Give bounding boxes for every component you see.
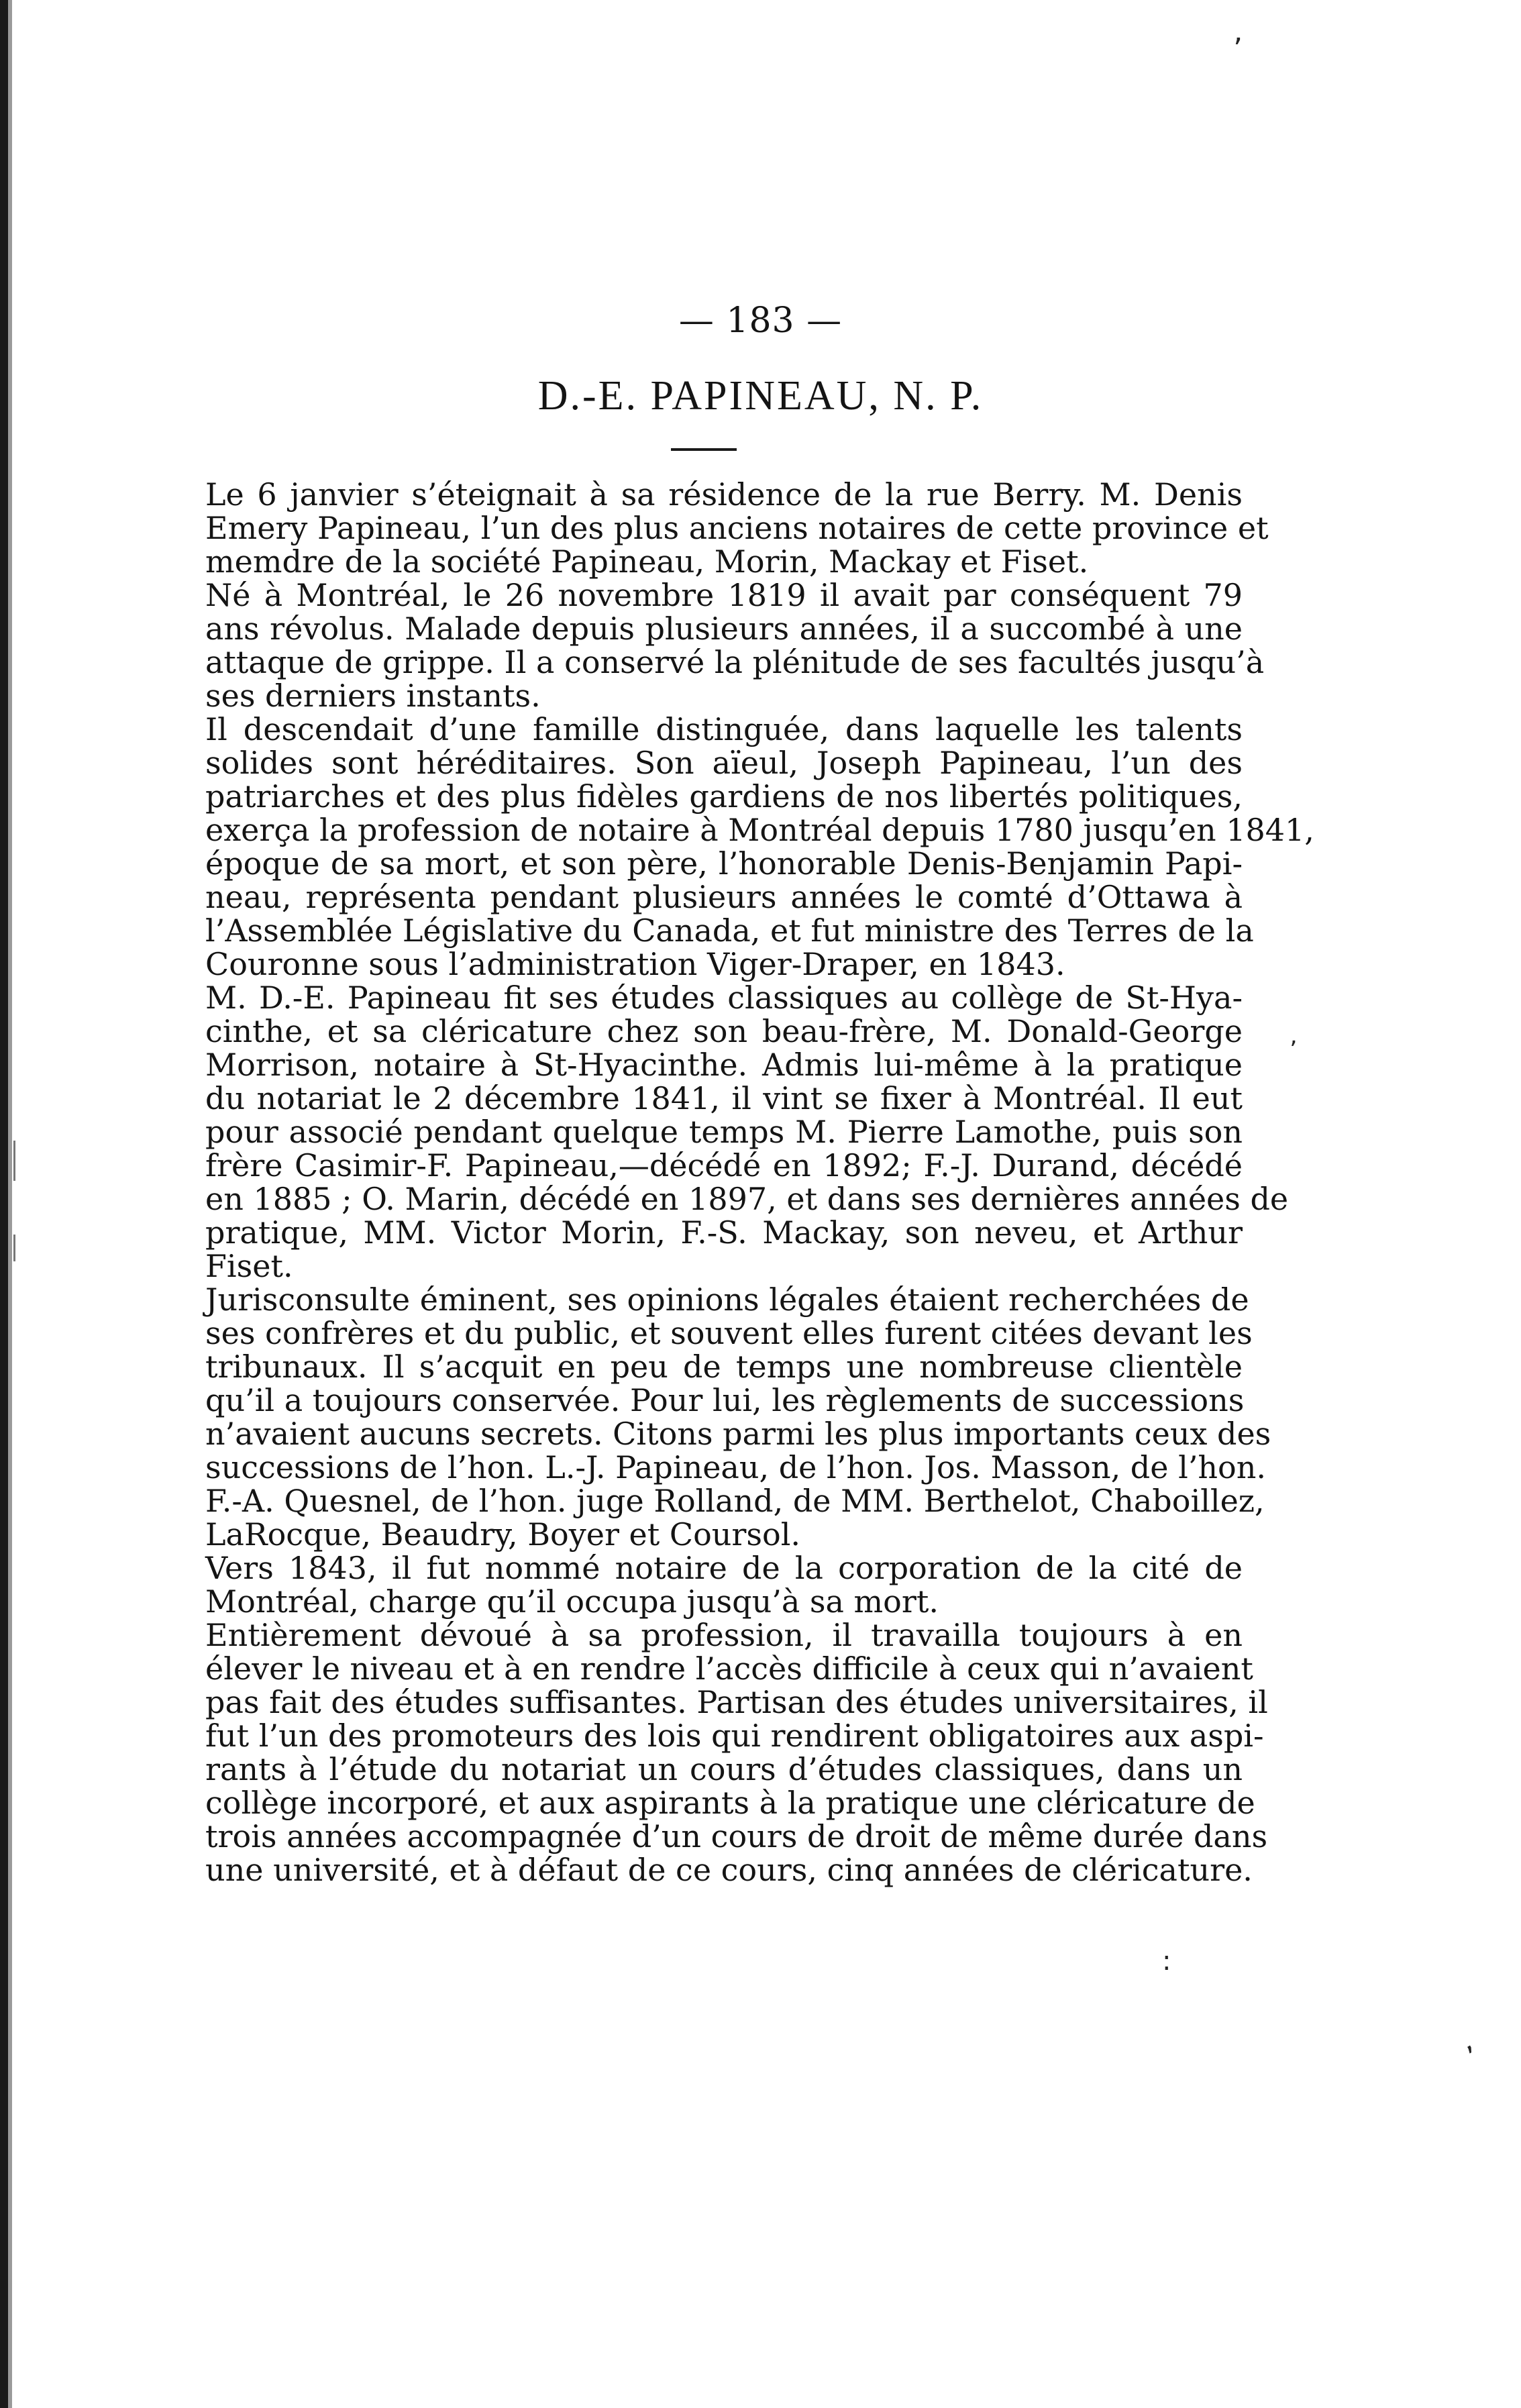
text-line: l’Assemblée Législative du Canada, et fut ministre des Terres de la — [205, 912, 1254, 949]
page-title: D.-E. PAPINEAU, N. P. — [537, 373, 984, 419]
article-body — [205, 476, 1314, 1888]
text-line: Le 6 janvier s’éteignait à sa résidence de la rue Berry. M. Denis — [205, 476, 1243, 513]
text-line: solides sont héréditaires. Son aïeul, Joseph Papineau, l’un des — [205, 745, 1243, 781]
text-line: ses confrères et du public, et souvent elles furent citées devant les — [205, 1315, 1253, 1351]
text-line: Entièrement dévoué à sa profession, il travailla toujours à en — [205, 1617, 1243, 1653]
text-line: qu’il a toujours conservée. Pour lui, les règlements de successions — [205, 1382, 1245, 1418]
text-line: attaque de grippe. Il a conservé la plénitude de ses facultés jusqu’à — [205, 644, 1265, 680]
scan-edge-mark — [13, 1235, 15, 1261]
text-line: Né à Montréal, le 26 novembre 1819 il avait par conséquent 79 — [205, 577, 1243, 613]
text-line: Vers 1843, il fut nommé notaire de la corporation de la cité de — [205, 1550, 1243, 1586]
text-line: exerça la profession de notaire à Montréal depuis 1780 jusqu’en 1841, — [205, 812, 1314, 848]
paragraph-2 — [205, 577, 1265, 714]
scan-speck-top-right: ’ — [1233, 32, 1243, 66]
text-line: Il descendait d’une famille distinguée, dans laquelle les talents — [205, 711, 1243, 747]
text-line: pratique, MM. Victor Morin, F.-S. Mackay, son neveu, et Arthur — [205, 1214, 1243, 1251]
text-line: rants à l’étude du notariat un cours d’études classiques, dans un — [205, 1751, 1243, 1787]
text-line: tribunaux. Il s’acquit en peu de temps une nombreuse clientèle — [205, 1349, 1243, 1385]
text-line: pas fait des études suffisantes. Partisan des études universitaires, il — [205, 1684, 1268, 1720]
text-line: collège incorporé, et aux aspirants à la pratique une cléricature de — [205, 1785, 1255, 1821]
text-line: époque de sa mort, et son père, l’honorable Denis-Benjamin Papi- — [205, 845, 1243, 882]
scan-border-light — [8, 0, 12, 2408]
text-line: Fiset. — [205, 1248, 293, 1284]
text-line: neau, représenta pendant plusieurs années le comté d’Ottawa à — [205, 879, 1243, 915]
text-line: Couronne sous l’administration Viger-Draper, en 1843. — [205, 946, 1065, 982]
scan-speck-tick: ’ — [1290, 1037, 1298, 1064]
text-line: F.-A. Quesnel, de l’hon. juge Rolland, de MM. Berthelot, Chaboillez, — [205, 1483, 1265, 1519]
paragraph-1 — [205, 476, 1269, 580]
scan-border-dark — [0, 0, 8, 2408]
text-line: en 1885 ; O. Marin, décédé en 1897, et dans ses dernières années de — [205, 1181, 1289, 1217]
text-line: pour associé pendant quelque temps M. Pierre Lamothe, puis son — [205, 1114, 1243, 1150]
paragraph-6 — [205, 1551, 1243, 1618]
text-line: trois années accompagnée d’un cours de droit de même durée dans — [205, 1818, 1268, 1854]
text-line: memdre de la société Papineau, Morin, Mackay et Fiset. — [205, 543, 1089, 580]
text-line: Morrison, notaire à St-Hyacinthe. Admis lui-même à la pratique — [205, 1047, 1243, 1083]
text-line: cinthe, et sa cléricature chez son beau-frère, M. Donald-George — [205, 1013, 1243, 1049]
text-line: frère Casimir-F. Papineau,—décédé en 1892; F.-J. Durand, décédé — [205, 1147, 1243, 1184]
text-line: patriarches et des plus fidèles gardiens de nos libertés politiques, — [205, 778, 1243, 815]
paragraph-7 — [205, 1617, 1268, 1888]
text-line: ses derniers instants. — [205, 678, 541, 714]
text-line: n’avaient aucuns secrets. Citons parmi les plus importants ceux des — [205, 1416, 1271, 1452]
text-line: ans révolus. Malade depuis plusieurs années, il a succombé à une — [205, 611, 1243, 647]
title-rule — [671, 448, 737, 451]
text-line: élever le niveau et à en rendre l’accès difficile à ceux qui n’avaient — [205, 1651, 1253, 1687]
scan-speck-colon: : — [1162, 1946, 1171, 1977]
paragraph-4 — [205, 980, 1289, 1284]
text-line: M. D.-E. Papineau fit ses études classiques au collège de St-Hya- — [205, 980, 1243, 1016]
paragraph-3 — [205, 711, 1314, 982]
text-line: une université, et à défaut de ce cours, cinq années de cléricature. — [205, 1852, 1253, 1888]
paragraph-5 — [205, 1281, 1271, 1553]
text-line: Montréal, charge qu’il occupa jusqu’à sa mort. — [205, 1583, 939, 1620]
text-line: successions de l’hon. L.-J. Papineau, de l’hon. Jos. Masson, de l’hon. — [205, 1449, 1267, 1485]
text-line: Emery Papineau, l’un des plus anciens notaires de cette province et — [205, 510, 1269, 546]
scan-speck-dash: ’ — [1461, 2039, 1487, 2075]
scan-edge-mark — [13, 1141, 15, 1181]
text-line: du notariat le 2 décembre 1841, il vint se fixer à Montréal. Il eut — [205, 1080, 1243, 1116]
text-line: Jurisconsulte éminent, ses opinions légales étaient recherchées de — [205, 1281, 1249, 1318]
text-line: fut l’un des promoteurs des lois qui rendirent obligatoires aux aspi- — [205, 1718, 1264, 1754]
page-number: — 183 — — [678, 301, 843, 341]
text-line: LaRocque, Beaudry, Boyer et Coursol. — [205, 1516, 801, 1553]
